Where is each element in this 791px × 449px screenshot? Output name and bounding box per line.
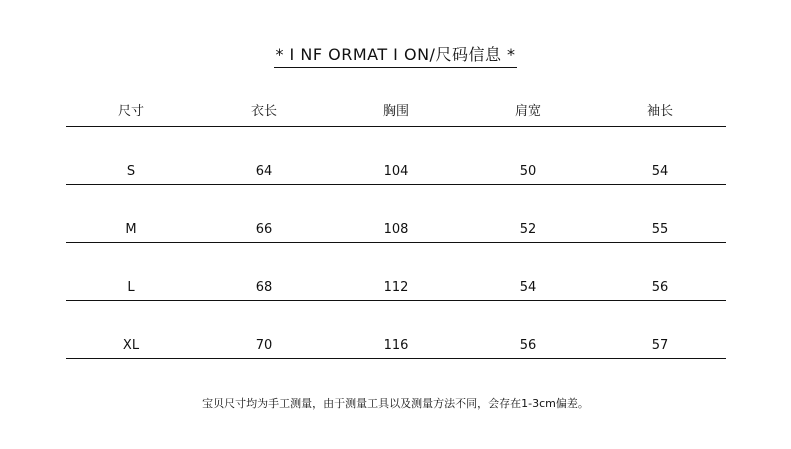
cell-size: XL [122, 338, 140, 353]
cell-bust: 104 [383, 164, 409, 179]
header-bust: 胸围 [382, 104, 409, 119]
cell-size: L [127, 280, 135, 295]
header-size: 尺寸 [117, 104, 144, 119]
header-shoulder: 肩宽 [514, 104, 541, 119]
header-length: 衣长 [250, 104, 277, 119]
cell-length: 64 [255, 164, 273, 179]
cell-shoulder: 54 [519, 280, 537, 295]
measurement-note: 宝贝尺寸均为手工测量，由于测量工具以及测量方法不同，会存在1-3cm偏差。 [202, 397, 589, 410]
cell-size: M [125, 222, 137, 237]
table-row [66, 127, 726, 185]
size-table [66, 98, 726, 359]
cell-sleeve: 54 [651, 164, 669, 179]
cell-size: S [126, 164, 136, 179]
table-row [66, 243, 726, 301]
cell-length: 68 [255, 280, 273, 295]
cell-sleeve: 55 [651, 222, 669, 237]
page-title [0, 44, 791, 68]
cell-bust: 108 [383, 222, 409, 237]
cell-bust: 116 [383, 338, 409, 353]
page-title-text: * I NF ORMAT I ON/尺码信息 * [274, 44, 516, 68]
cell-length: 70 [255, 338, 273, 353]
cell-length: 66 [255, 222, 273, 237]
cell-sleeve: 56 [651, 280, 669, 295]
table-header [66, 98, 726, 127]
cell-bust: 112 [383, 280, 409, 295]
cell-shoulder: 56 [519, 338, 537, 353]
table-row [66, 185, 726, 243]
table-row [66, 301, 726, 359]
cell-shoulder: 52 [519, 222, 537, 237]
header-sleeve: 袖长 [646, 104, 673, 119]
cell-sleeve: 57 [651, 338, 669, 353]
cell-shoulder: 50 [519, 164, 537, 179]
